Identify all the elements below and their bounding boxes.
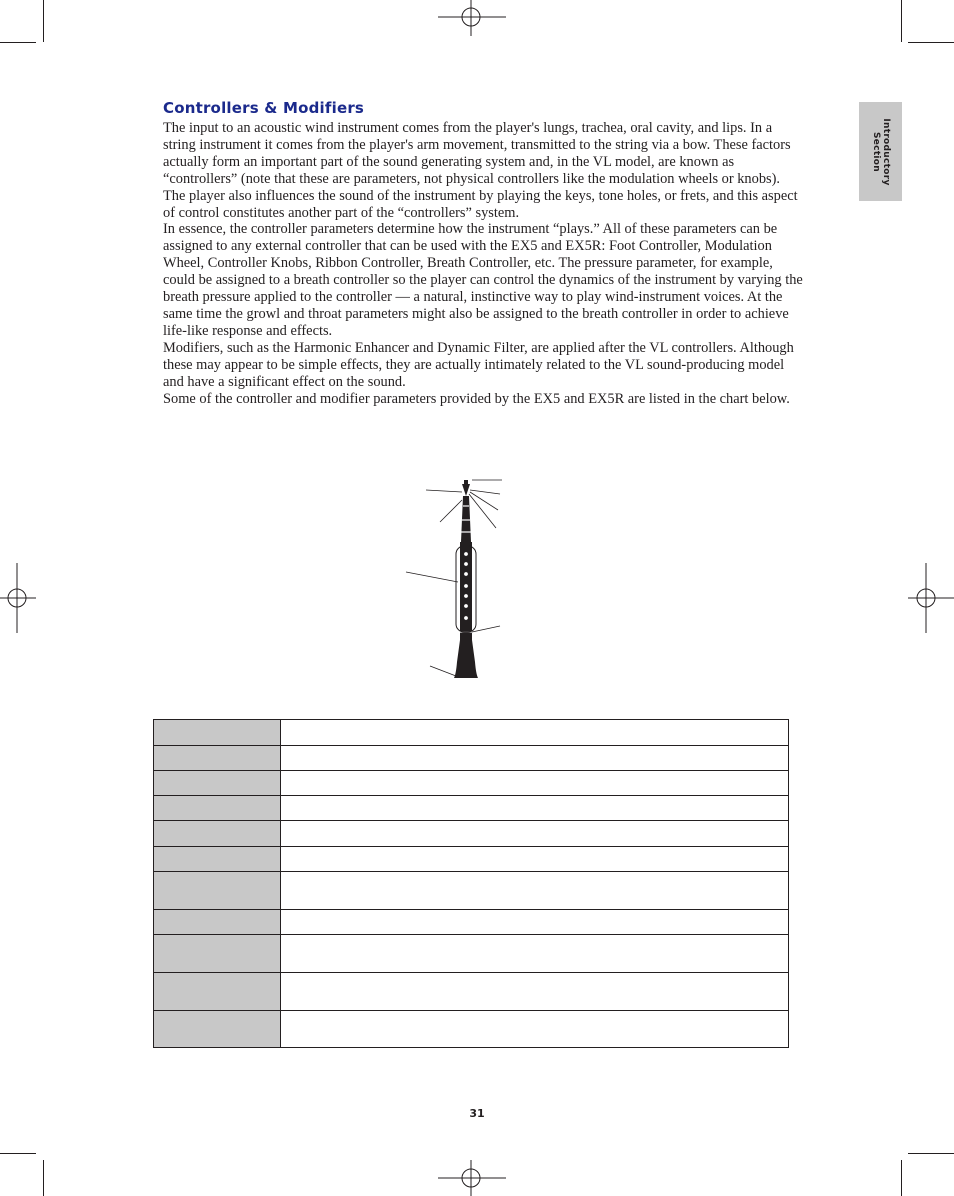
section-tab bbox=[859, 102, 902, 201]
crop-mark bbox=[901, 0, 902, 42]
registration-mark-right bbox=[908, 563, 954, 633]
parameter-description-cell bbox=[281, 1011, 789, 1048]
parameter-description-cell bbox=[281, 746, 789, 771]
table-row bbox=[154, 973, 789, 1011]
parameter-name-cell bbox=[154, 796, 281, 821]
registration-mark-top bbox=[438, 0, 508, 36]
parameter-description-cell bbox=[281, 821, 789, 847]
section-tab-line1: Introductory bbox=[880, 117, 891, 186]
crop-mark bbox=[908, 1153, 954, 1154]
table-row bbox=[154, 720, 789, 746]
parameter-name-cell bbox=[154, 720, 281, 746]
parameter-name-cell bbox=[154, 1011, 281, 1048]
crop-mark bbox=[908, 42, 954, 43]
section-heading: Controllers & Modifiers bbox=[163, 99, 365, 117]
parameter-description-cell bbox=[281, 872, 789, 910]
parameter-name-cell bbox=[154, 910, 281, 935]
table-row bbox=[154, 872, 789, 910]
table-row bbox=[154, 935, 789, 973]
parameter-description-cell bbox=[281, 910, 789, 935]
table-row bbox=[154, 771, 789, 796]
registration-mark-bottom bbox=[438, 1160, 508, 1196]
body-text bbox=[163, 120, 803, 407]
parameter-name-cell bbox=[154, 847, 281, 872]
crop-mark bbox=[901, 1160, 902, 1196]
parameter-name-cell bbox=[154, 935, 281, 973]
crop-mark bbox=[0, 42, 36, 43]
page-number: 31 bbox=[469, 1107, 485, 1120]
section-tab-line2: Section bbox=[870, 131, 881, 172]
parameter-name-cell bbox=[154, 821, 281, 847]
parameter-description-cell bbox=[281, 935, 789, 973]
paragraph: The input to an acoustic wind instrument comes from the player's lungs, trachea, oral cavity, and lips. In a string instrument it comes from the player's arm movement, transmitted to the string via a bow. These factors actually form an important part of the sound generating system and, in the VL model, are known as “controllers” (note that these are parameters, not physical controllers like the modulation wheels or knobs). The player also influences the sound of the instrument by playing the keys, tone holes, or frets, and this aspect of control constitutes another part of the “controllers” system. bbox=[163, 120, 798, 221]
crop-mark bbox=[0, 1153, 36, 1154]
table-row bbox=[154, 910, 789, 935]
paragraph: Some of the controller and modifier parameters provided by the EX5 and EX5R are listed in the chart below. bbox=[163, 390, 790, 407]
parameter-name-cell bbox=[154, 746, 281, 771]
paragraph: Modifiers, such as the Harmonic Enhancer and Dynamic Filter, are applied after the VL controllers. Although these may appear to be simple effects, they are actually intimately related to the VL sound-producing model and have a significant effect on the sound. bbox=[163, 339, 794, 390]
parameter-description-cell bbox=[281, 973, 789, 1011]
parameter-description-cell bbox=[281, 720, 789, 746]
clarinet-icon bbox=[454, 480, 478, 678]
parameter-description-cell bbox=[281, 796, 789, 821]
parameter-name-cell bbox=[154, 872, 281, 910]
parameter-description-cell bbox=[281, 771, 789, 796]
parameter-description-cell bbox=[281, 847, 789, 872]
parameter-table bbox=[153, 719, 789, 1048]
parameter-name-cell bbox=[154, 771, 281, 796]
table-row bbox=[154, 746, 789, 771]
crop-mark bbox=[43, 1160, 44, 1196]
table-row bbox=[154, 847, 789, 872]
paragraph: In essence, the controller parameters determine how the instrument “plays.” All of these parameters can be assigned to any external controller that can be used with the EX5 and EX5R: Foot Controller, Modulation Wheel, Controller Knobs, Ribbon Controller, Breath Controller, etc. The pressure parameter, for example, could be assigned to a breath controller so the player can control the dynamics of the instrument by varying the breath pressure applied to the controller — a natural, instinctive way to play wind-instrument voices. At the same time the growl and throat parameters might also be assigned to the breath controller in order to achieve life-like response and effects. bbox=[163, 221, 803, 339]
crop-mark bbox=[43, 0, 44, 42]
registration-mark-left bbox=[0, 563, 36, 633]
table-row bbox=[154, 1011, 789, 1048]
clarinet-diagram bbox=[400, 472, 504, 684]
parameter-name-cell bbox=[154, 973, 281, 1011]
table-row bbox=[154, 821, 789, 847]
table-row bbox=[154, 796, 789, 821]
